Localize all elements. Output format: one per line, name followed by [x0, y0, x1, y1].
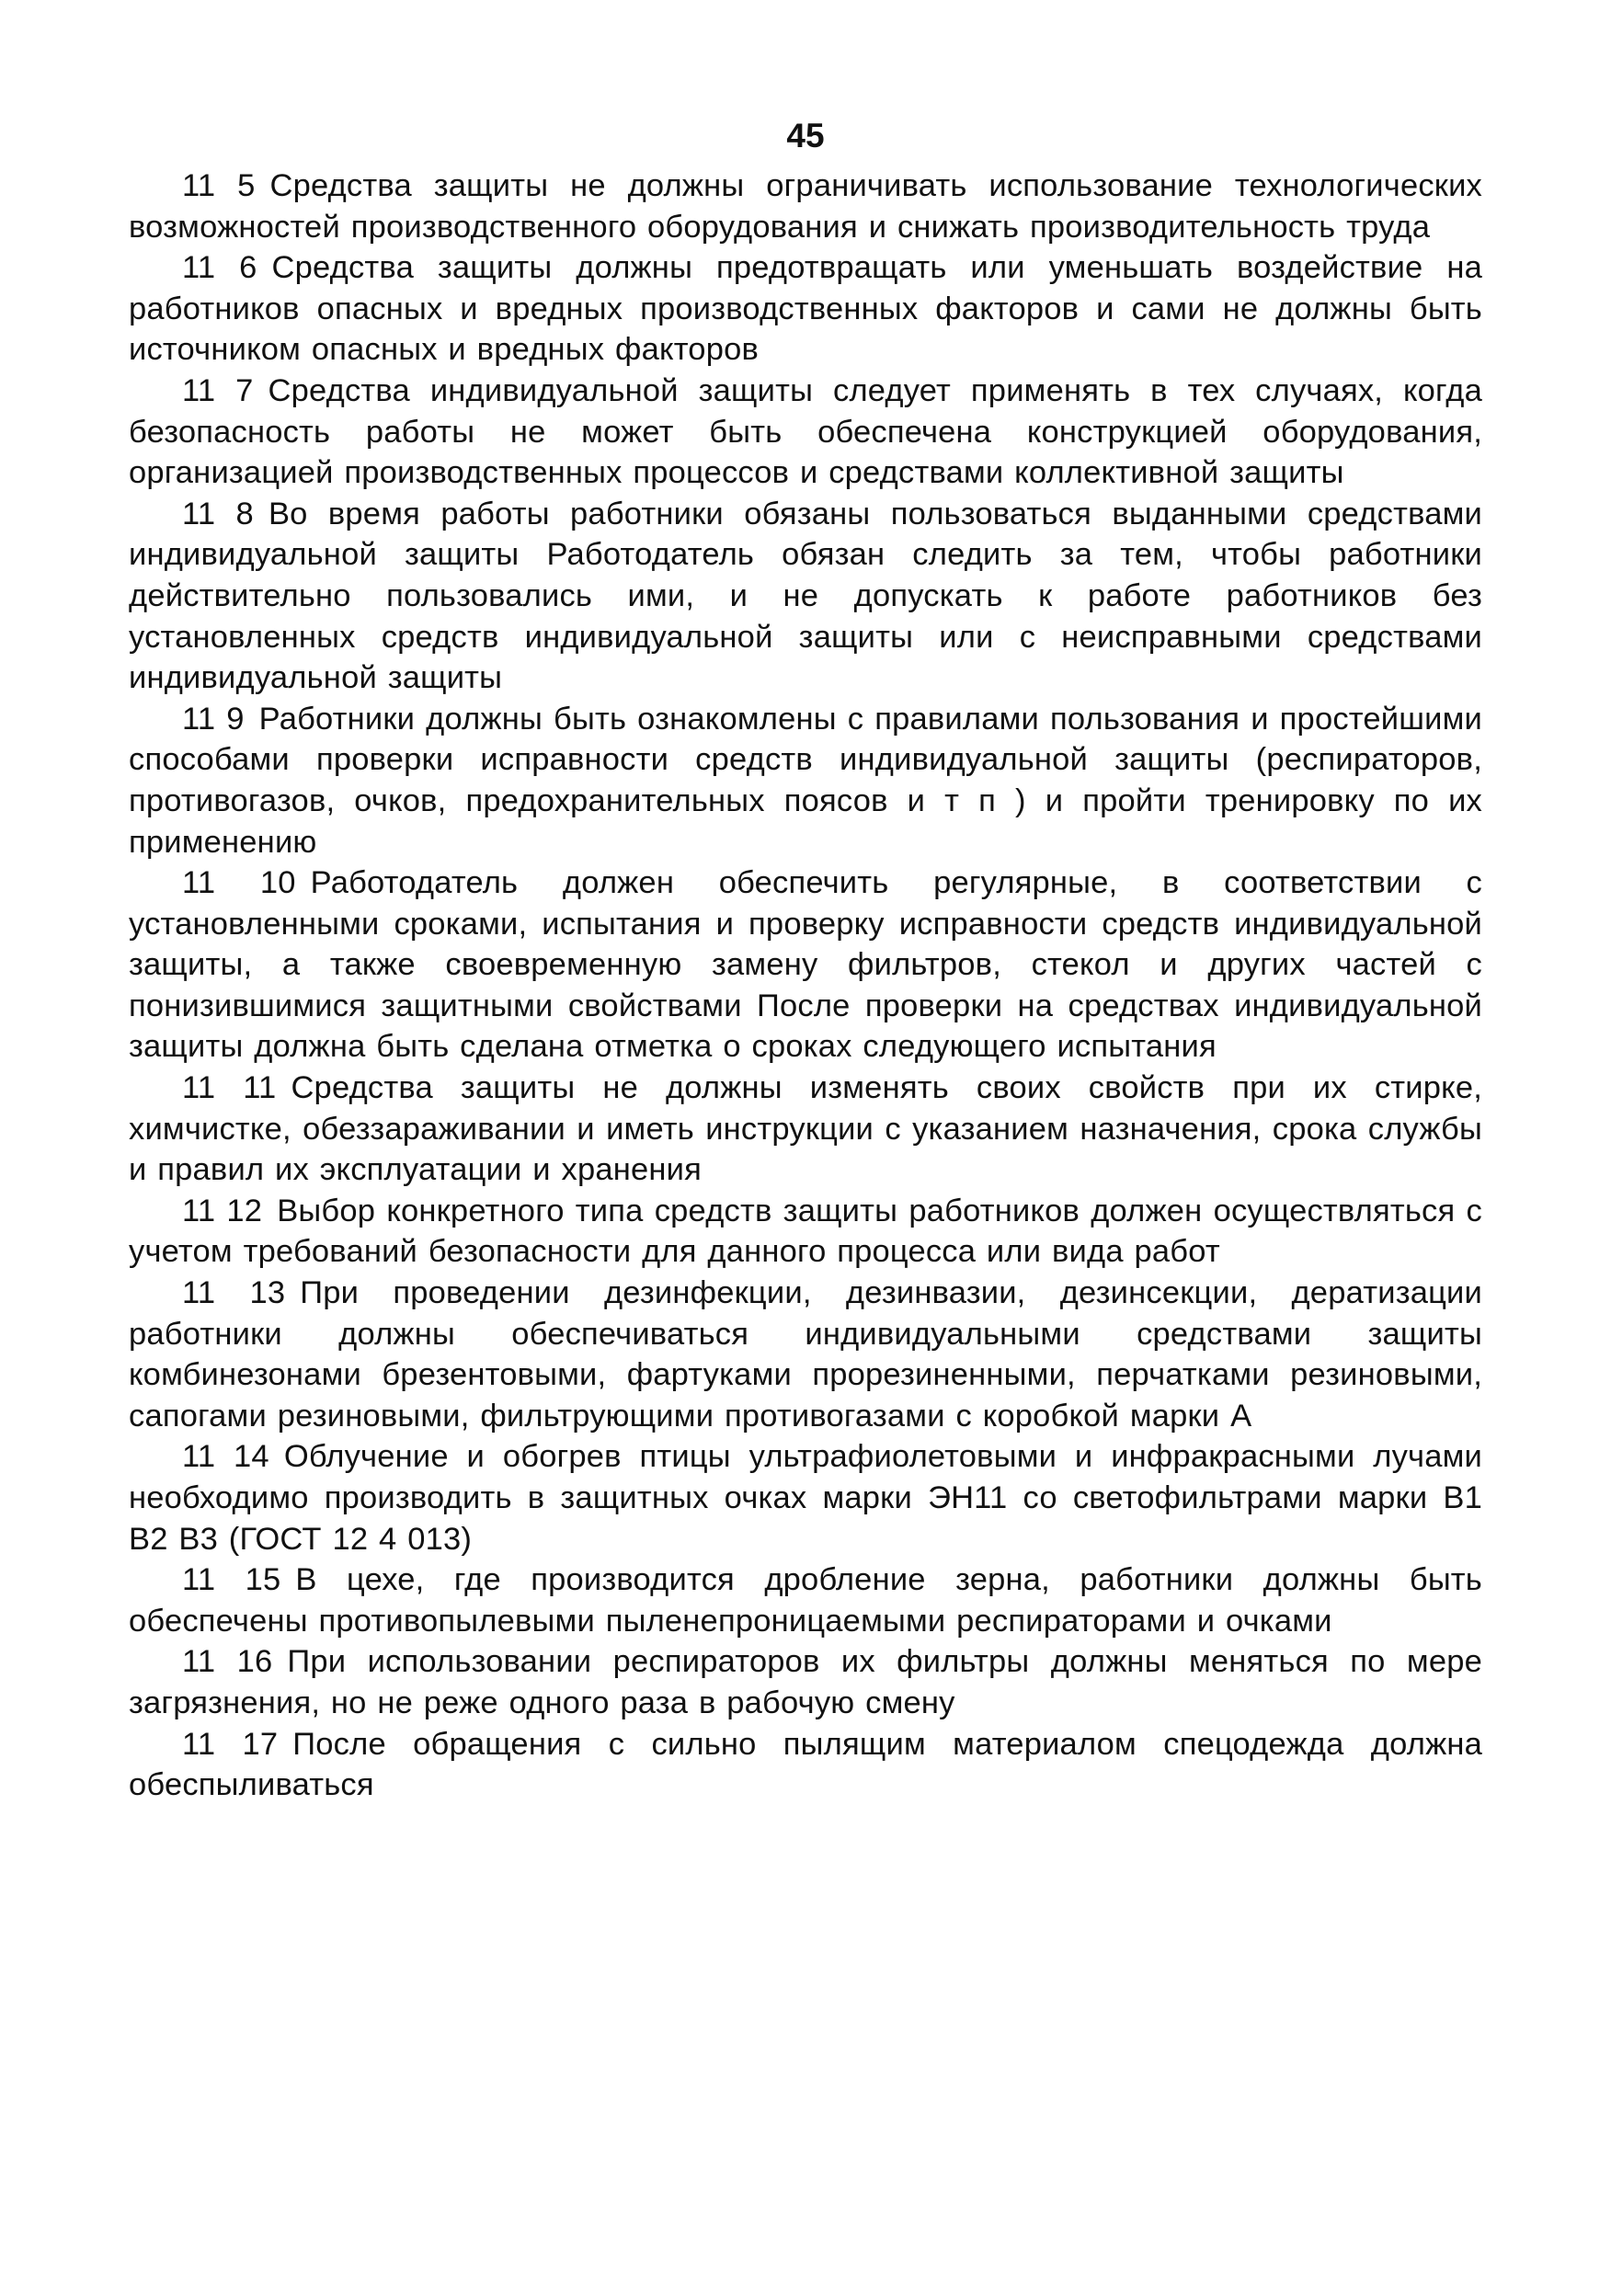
paragraph-number: 11 11 [182, 1070, 277, 1106]
document-body [129, 166, 1482, 1806]
paragraph-11-15 [129, 1559, 1482, 1641]
paragraph-text: Средства защиты не должны изменять своих свойств при их стирке, химчистке, обеззараживании и иметь инструкции с указанием назначения, срока службы и правил их эксплуатации и хранения [129, 1070, 1483, 1188]
paragraph-text: Облучение и обогрев птицы ультрафиолетовыми и инфракрасными лучами необходимо производить в защитных очках марки ЭН11 со светофильтрами марки В1 В2 В3 (ГОСТ 12 4 013) [129, 1439, 1482, 1557]
paragraph-11-14 [129, 1436, 1482, 1559]
paragraph-text: Работники должны быть ознакомлены с правилами пользования и простейшими способами проверки исправности средств индивидуальной защиты (респираторов, противогазов, очков, предохранительных поясов и т п ) и пройти тренировку по их применению [129, 701, 1482, 860]
paragraph-11-13 [129, 1273, 1482, 1436]
paragraph-text: Средства защиты не должны ограничивать использование технологических возможностей производственного оборудования и снижать производительность труда [129, 168, 1482, 245]
paragraph-number: 11 10 [182, 865, 296, 901]
paragraph-11-10 [129, 862, 1482, 1068]
paragraph-text: После обращения с сильно пылящим материалом спецодежда должна обеспыливаться [129, 1726, 1482, 1803]
paragraph-text: В цехе, где производится дробление зерна, работники должны быть обеспечены противопылевыми пыленепроницаемыми респираторами и очками [129, 1562, 1482, 1639]
paragraph-11-7 [129, 371, 1482, 494]
paragraph-text: Во время работы работники обязаны пользоваться выданными средствами индивидуальной защиты Работодатель обязан следить за тем, чтобы работники действительно пользовались ими, и не допускать к работе работников без установленных средств индивидуальной защиты или с неисправными средствами индивидуальной защиты [129, 496, 1483, 696]
paragraph-number: 11 13 [182, 1275, 286, 1311]
paragraph-text: Выбор конкретного типа средств защиты работников должен осуществляться с учетом требований безопасности для данного процесса или вида работ [129, 1193, 1483, 1270]
paragraph-11-17 [129, 1724, 1482, 1806]
paragraph-text: Работодатель должен обеспечить регулярные, в соответствии с установленными сроками, испытания и проверку исправности средств индивидуальной защиты, а также своевременную замену фильтров, стекол и других частей с понизившимися защитными свойствами После проверки на средствах индивидуальной защиты должна быть сделана отметка о сроках следующего испытания [129, 865, 1482, 1065]
paragraph-text: При использовании респираторов их фильтры должны меняться по мере загрязнения, но не реже одного раза в рабочую смену [129, 1644, 1482, 1720]
paragraph-number: 11 9 [182, 701, 245, 737]
paragraph-11-11 [129, 1068, 1482, 1191]
page-number-text: 45 [786, 117, 825, 154]
paragraph-11-5 [129, 166, 1482, 247]
paragraph-11-9 [129, 699, 1482, 862]
paragraph-number: 11 5 [182, 168, 256, 203]
paragraph-number: 11 15 [182, 1562, 281, 1598]
paragraph-number: 11 7 [182, 372, 254, 408]
paragraph-number: 11 17 [182, 1726, 279, 1762]
page-number [0, 116, 1611, 156]
paragraph-11-16 [129, 1641, 1482, 1723]
paragraph-number: 11 6 [182, 250, 257, 286]
paragraph-11-12 [129, 1191, 1482, 1273]
paragraph-number: 11 14 [182, 1439, 269, 1475]
paragraph-text: Средства защиты должны предотвращать или уменьшать воздействие на работников опасных и вредных производственных факторов и сами не должны быть источником опасных и вредных факторов [129, 250, 1482, 368]
paragraph-number: 11 16 [182, 1644, 273, 1680]
paragraph-text: Средства индивидуальной защиты следует применять в тех случаях, когда безопасность работы не может быть обеспечена конструкцией оборудования, организацией производственных процессов и средствами коллективной защиты [129, 372, 1482, 491]
paragraph-11-6 [129, 247, 1482, 371]
paragraph-11-8 [129, 494, 1482, 699]
paragraph-number: 11 8 [182, 496, 254, 531]
paragraph-text: При проведении дезинфекции, дезинвазии, дезинсекции, дератизации работники должны обеспечиваться индивидуальными средствами защиты комбинезонами брезентовыми, фартуками прорезиненными, перчатками резиновыми, сапогами резиновыми, фильтрующими противогазами с коробкой марки А [129, 1275, 1482, 1434]
paragraph-number: 11 12 [182, 1193, 263, 1228]
